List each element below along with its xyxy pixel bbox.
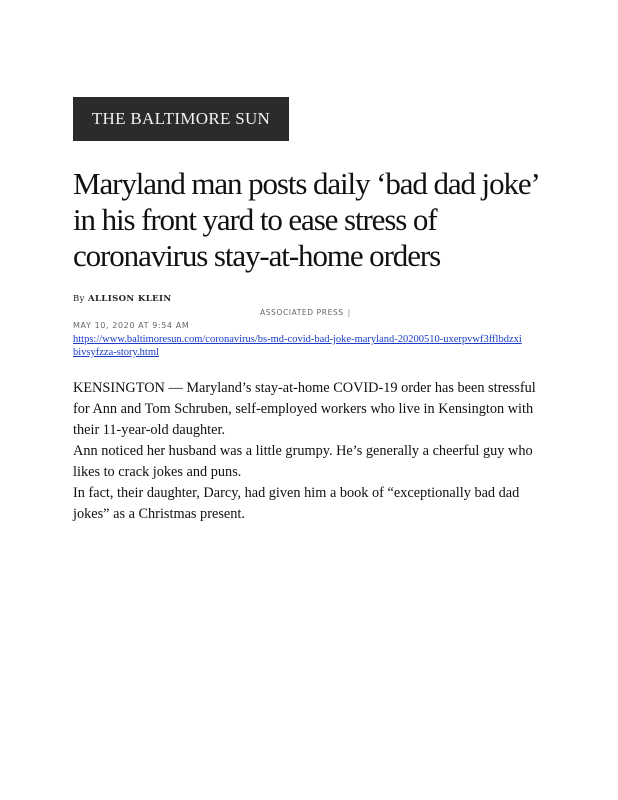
news-agency [260, 308, 351, 317]
byline-prefix: By [73, 294, 85, 304]
paragraph-2: Ann noticed her husband was a little grumpy. He’s generally a cheerful guy who likes to crack jokes and puns. [73, 443, 533, 480]
paragraph-1: KENSINGTON — Maryland’s stay-at-home COVID-19 order has been stressful for Ann and Tom Schruben, self-employed workers who live in Kensington with their 11-year-old daughter. [73, 380, 536, 438]
article-headline: Maryland man posts daily ‘bad dad joke’ in his front yard to ease stress of coronavirus stay-at-home orders [73, 166, 538, 273]
masthead-logo-text: THE BALTIMORE SUN [91, 109, 271, 128]
article-body [73, 378, 553, 525]
masthead-logo [73, 97, 289, 141]
paragraph-3: In fact, their daughter, Darcy, had given him a book of “exceptionally bad dad jokes” as a Christmas present. [73, 485, 520, 522]
author-name[interactable]: ALLISON KLEIN [87, 294, 172, 304]
article-url-link[interactable]: https://www.baltimoresun.com/coronavirus/bs-md-covid-bad-joke-maryland-20200510-uxerpvwf3fflbdzxibivsyfzza-story.html [73, 334, 522, 358]
agency-separator: | [347, 308, 351, 317]
publish-date: MAY 10, 2020 AT 9:54 AM [73, 321, 190, 330]
agency-name: ASSOCIATED PRESS [260, 308, 344, 317]
byline [73, 294, 172, 304]
